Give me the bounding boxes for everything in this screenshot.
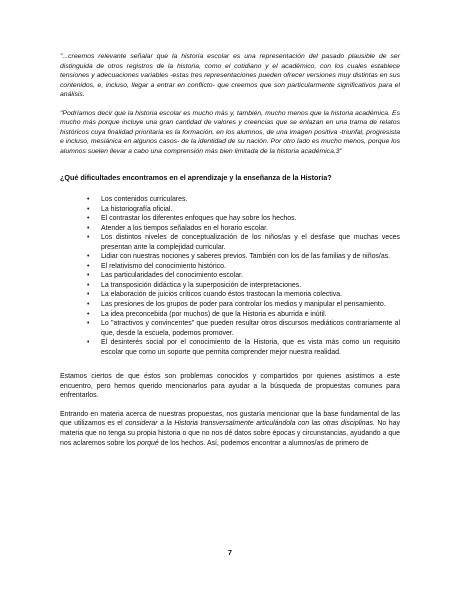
bullet-icon: • bbox=[87, 196, 90, 203]
list-item bbox=[60, 310, 400, 320]
list-item bbox=[60, 224, 400, 234]
list-item-text: Las presiones de los grupos de poder para controlar los medios y manipular el pensamiento. bbox=[101, 301, 386, 309]
list-item bbox=[60, 300, 400, 310]
list-item bbox=[60, 319, 400, 338]
list-item bbox=[60, 290, 400, 300]
list-item-text: Atender a los tiempos señalados en el horario escolar. bbox=[101, 224, 268, 232]
list-item-text: Los distintos niveles de conceptualización de los niños/as y el desfase que muchas veces presentan ante la complejidad curricular. bbox=[101, 234, 400, 251]
page-number: 7 bbox=[227, 548, 233, 557]
list-item-text: Los contenidos curriculares. bbox=[101, 196, 188, 203]
list-item-text: Lo "atractivos y convincentes" que pueden resultar otros discursos mediáticos contrariamente al que, desde la escuela, podemos promover. bbox=[101, 320, 400, 337]
paragraph-text: No hay materia que no tenga su propia historia o que no nos dé datos sobre épocas y circunstancias, ayudando a que nos aclaremos sobre los bbox=[60, 420, 400, 447]
quote-paragraph-2: "Podríamos decir que la historia escolar es mucho más y, también, mucho menos que la historia académica. Es mucho más porque incluye una gran cantidad de valores y creencias que se enlazan en una trama de relatos históricos cuya finalidad prioritaria es la formación, en los alumnos, de una imagen positiva -triunfal, progresista e incluso, mesiánica en algunos casos- de la identidad de su nación. Por otro lado es mucho menos, porque los alumnos suelen llevar a cabo una comprensión más bien limitada de la historia académica.3" bbox=[60, 109, 400, 155]
emphasis-text: considerar a la Historia transversalmente articulándola con las otras disciplinas. bbox=[125, 420, 375, 428]
emphasis-text: porqué bbox=[137, 439, 159, 447]
list-item bbox=[60, 262, 400, 272]
bullet-icon: • bbox=[87, 253, 90, 261]
list-item-text: La historiografía oficial. bbox=[101, 205, 173, 213]
bullet-icon: • bbox=[87, 205, 90, 213]
bullet-icon: • bbox=[87, 320, 90, 328]
bullet-icon: • bbox=[87, 215, 90, 223]
list-item-text: La transposición didáctica y la superposición de interpretaciones. bbox=[101, 281, 302, 289]
quote-paragraph-1: "...creemos relevante señalar que la historia escolar es una representación del pasado plausible de ser distinguida de otros registros de la historia, como el cotidiano y el académico, con los cuales establece tensiones y adecuaciones variables -estas tres representaciones pueden ofrecer versiones muy distintas en sus contenidos, e, incluso, llegar a entrar en conflicto- que creemos que son particularmente significativos para el análisis. bbox=[60, 53, 400, 98]
list-item bbox=[60, 214, 400, 224]
list-item bbox=[60, 233, 400, 252]
paragraph-text: de los hechos. Así, podemos encontrar a alumnos/as de primero de bbox=[158, 439, 369, 447]
bullet-icon: • bbox=[87, 310, 90, 318]
list-item bbox=[60, 205, 400, 215]
bullet-icon: • bbox=[87, 272, 90, 280]
bullet-icon: • bbox=[87, 224, 90, 232]
bullet-icon: • bbox=[87, 291, 90, 299]
bullet-icon: • bbox=[87, 339, 90, 347]
list-item-text: Las particularidades del conocimiento escolar. bbox=[101, 272, 243, 280]
section-heading: ¿Qué dificultades encontramos en el aprendizaje y la enseñanza de la Historia? bbox=[60, 173, 332, 182]
body-paragraph-1: Estamos ciertos de que éstos son problemas conocidos y compartidos por quienes asistimos a este encuentro, pero hemos querido mencionarlos para ayudar a la búsqueda de propuestas comunes para enfrentarlos. bbox=[60, 373, 400, 400]
list-item bbox=[60, 338, 400, 357]
list-item-text: Lidiar con nuestras nociones y saberes previos. También con los de las familias y de niños/as. bbox=[101, 253, 391, 261]
list-item-text: El contrastar los diferentes enfoques que hay sobre los hechos. bbox=[101, 215, 297, 223]
list-item-text: La idea preconcebida (por muchos) de que la Historia es aburrida e inútil. bbox=[101, 310, 327, 318]
list-item-text: El relativismo del conocimiento histórico. bbox=[101, 262, 226, 270]
list-item bbox=[60, 281, 400, 291]
body-paragraph-2 bbox=[60, 410, 400, 448]
list-item-text: La elaboración de juicios críticos cuando éstos trastocan la memoria colectiva. bbox=[101, 291, 343, 299]
bullet-icon: • bbox=[87, 234, 90, 242]
list-item-text: El desinterés social por el conocimiento de la Historia, que es vista más como un requisito escolar que como un soporte que permita comprender mejor nuestra realidad. bbox=[101, 339, 400, 356]
bullet-icon: • bbox=[87, 301, 90, 309]
difficulties-list bbox=[60, 195, 400, 357]
bullet-icon: • bbox=[87, 281, 90, 289]
bullet-icon: • bbox=[87, 262, 90, 270]
list-item bbox=[60, 271, 400, 281]
list-item bbox=[60, 195, 400, 205]
page-content bbox=[60, 52, 400, 457]
list-item bbox=[60, 252, 400, 262]
paragraph-text: Entrando en materia acerca de nuestras propuestas, nos gustaría mencionar que la base fundamental de las que utilizamos es el bbox=[60, 410, 400, 428]
